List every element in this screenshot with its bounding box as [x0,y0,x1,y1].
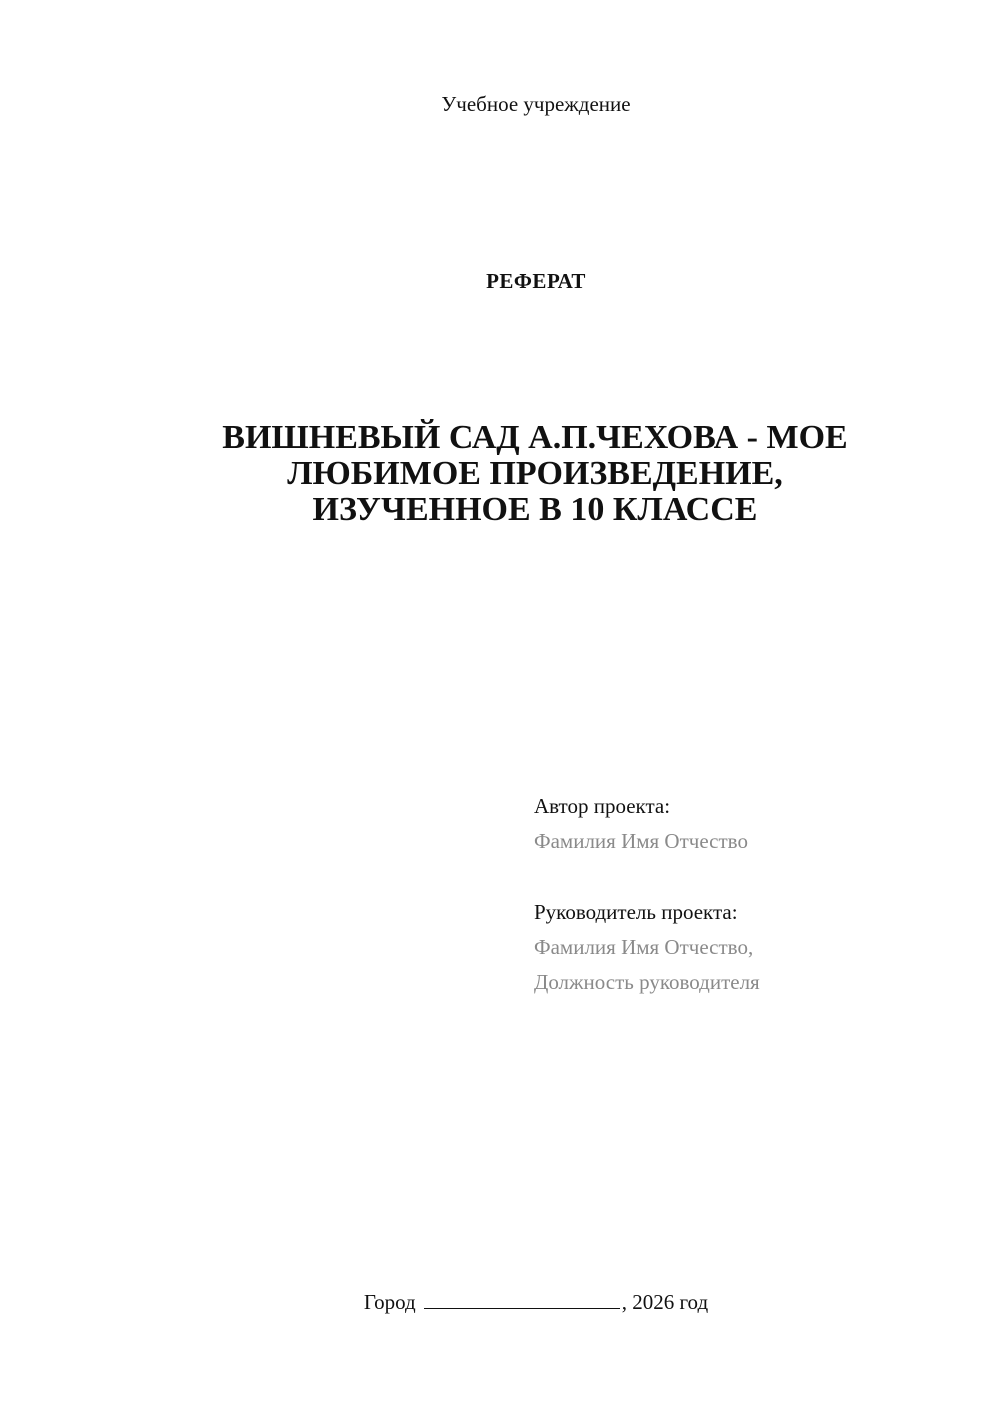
project-info-block [534,789,974,1000]
city-label: Город [363,1290,416,1314]
title-line-2: ЛЮБИМОЕ ПРОИЗВЕДЕНИЕ, [287,455,783,492]
supervisor-position: Должность руководителя [534,970,760,994]
title-line-3: ИЗУЧЕННОЕ В 10 КЛАССЕ [312,491,758,528]
info-spacer [534,859,974,895]
document-type: РЕФЕРАТ [486,269,586,293]
supervisor-name: Фамилия Имя Отчество, [534,935,754,959]
city-year-line [0,1290,1000,1315]
supervisor-label: Руководитель проекта: [534,900,738,924]
city-blank-underline [424,1290,620,1309]
institution-name: Учебное учреждение [441,92,631,116]
author-name: Фамилия Имя Отчество [534,829,748,853]
year-text: , 2026 год [621,1290,709,1314]
document-title [150,420,920,528]
title-line-1: ВИШНЕВЫЙ САД А.П.ЧЕХОВА - МОЕ [222,419,848,456]
author-label: Автор проекта: [534,794,671,818]
